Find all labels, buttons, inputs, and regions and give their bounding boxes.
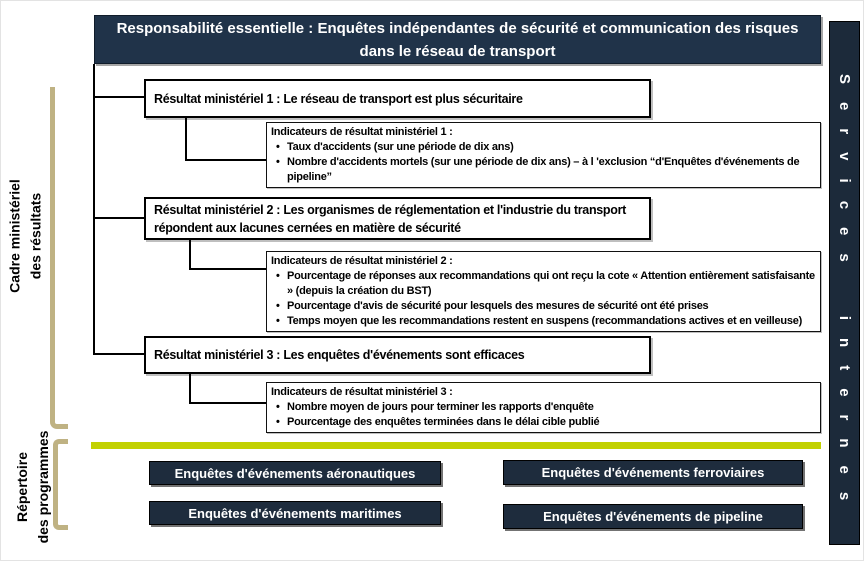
connector-elbow1-horizontal [185,159,266,161]
ministerial-result-3-box [144,336,651,374]
results-framework-label-line2: des résultats [27,192,44,280]
program-box-rail [503,460,803,485]
indicators-2-title: Indicateurs de résultat ministériel 2 : [271,255,453,267]
indicators-1-title: Indicateurs de résultat ministériel 1 : [271,126,453,138]
program-box-marine [149,501,441,525]
indicators-2-box [266,251,821,332]
program-box-aeronautical-label: Enquêtes d'événements aéronautiques [174,465,416,481]
indicator-item: • Taux d'accidents (sur une période de dix ans) [271,140,816,155]
connector-branch-result3 [93,353,144,355]
indicators-1-list [271,140,816,185]
ministerial-result-1-box [144,79,651,118]
program-box-rail-label: Enquêtes d'événements ferroviaires [541,465,765,480]
connector-branch-result2 [93,217,144,219]
services-internes-bar [829,21,860,545]
program-box-aeronautical [149,461,441,485]
program-box-pipeline-label: Enquêtes d'événements de pipeline [543,509,763,524]
results-framework-label-line1: Cadre ministériel [6,179,23,293]
services-internes-label: Services internes [836,74,853,519]
indicator-item: • Pourcentage des enquêtes terminées dans le délai cible publié [271,415,816,430]
indicator-item: • Pourcentage de réponses aux recommandations qui ont reçu la cote « Attention entièrement satisfaisante » (depuis la création du BST) [271,269,816,299]
indicators-3-title: Indicateurs de résultat ministériel 3 : [271,386,453,398]
ministerial-result-3-title: Résultat ministériel 3 : Les enquêtes d'événements sont efficaces [154,348,525,362]
core-responsibility-title: Responsabilité essentielle : Enquêtes indépendantes de sécurité et communication des risques dans le réseau de transport [116,19,799,60]
connector-elbow2-vertical [189,240,191,270]
indicator-item: • Pourcentage d'avis de sécurité pour lesquels des mesures de sécurité ont été prises [271,299,816,314]
indicator-item: • Nombre d'accidents mortels (sur une période de dix ans) – à l 'exclusion “d'Enquêtes d'événements de pipeline” [271,155,816,185]
indicator-item: • Temps moyen que les recommandations restent en suspens (recommandations actives et en veilleuse) [271,314,816,329]
indicators-2-list [271,269,816,329]
indicators-1-box [266,122,821,188]
ministerial-result-1-title: Résultat ministériel 1 : Le réseau de transport est plus sécuritaire [154,91,523,106]
connector-elbow1-vertical [185,117,187,161]
indicators-3-box [266,382,821,433]
program-inventory-label [12,407,58,561]
connector-elbow2-horizontal [189,268,266,270]
connector-trunk [93,64,95,355]
programs-divider-line [91,442,821,449]
program-inventory-label-line2: des programmes [35,430,51,544]
program-box-pipeline [503,504,803,529]
core-responsibility-banner [94,15,821,64]
indicator-item: • Nombre moyen de jours pour terminer les rapports d'enquête [271,400,816,415]
indicators-3-list [271,400,816,430]
results-framework-label [5,64,51,409]
ministerial-result-2-title: Résultat ministériel 2 : Les organismes de réglementation et l'industrie du transport répondent aux lacunes cernées en matière de sécurité [154,202,627,235]
connector-elbow3-vertical [189,373,191,404]
ministerial-result-2-box [144,197,651,240]
program-box-marine-label: Enquêtes d'événements maritimes [188,505,402,521]
connector-branch-result1 [93,96,144,98]
program-inventory-label-line1: Répertoire [14,451,30,523]
connector-elbow3-horizontal [189,402,266,404]
results-framework-bracket [50,87,68,429]
